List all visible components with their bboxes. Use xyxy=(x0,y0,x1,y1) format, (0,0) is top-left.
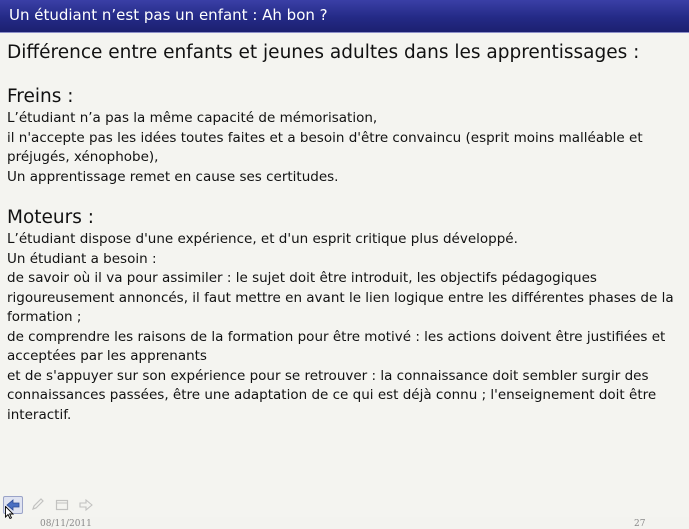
section-spacer xyxy=(7,187,683,206)
slide-window-title: Un étudiant n’est pas un enfant : Ah bon ? xyxy=(9,6,328,24)
pen-tool-button[interactable] xyxy=(29,497,47,513)
moteurs-line-4: de comprendre les raisons de la formation pour être motivé : les actions doivent être justifiées et acceptées par les apprenants xyxy=(7,328,666,364)
slide-area xyxy=(0,33,689,529)
slideshow-nav-toolbar xyxy=(3,496,95,514)
freins-line-1: L’étudiant n’a pas la même capacité de mémorisation, xyxy=(7,110,378,126)
next-slide-button[interactable] xyxy=(77,497,95,513)
freins-line-3: Un apprentissage remet en cause ses certitudes. xyxy=(7,168,339,185)
moteurs-line-1: L’étudiant dispose d'une expérience, et d'un esprit critique plus développé. xyxy=(7,231,518,247)
slide-date: 08/11/2011 xyxy=(40,519,92,529)
slide-page-number: 27 xyxy=(634,519,646,529)
slide-menu-button[interactable] xyxy=(53,497,71,513)
moteurs-line-2: Un étudiant a besoin : xyxy=(7,250,157,267)
freins-title: Freins : xyxy=(7,86,74,107)
mouse-cursor-icon xyxy=(5,504,15,523)
moteurs-title: Moteurs : xyxy=(7,207,94,228)
freins-line-2: il n'accepte pas les idées toutes faites et a besoin d'être convaincu (esprit moins malléable et préjugés, xénophobe), xyxy=(7,129,643,165)
moteurs-line-5: et de s'appuyer sur son expérience pour se retrouver : la connaissance doit sembler surgir des connaissances passées, être une adaptation de ce qui est déjà connu ; l'enseignement doit être interactif. xyxy=(7,367,657,423)
slide-title-bar xyxy=(0,0,689,33)
slide-content xyxy=(7,41,683,425)
moteurs-line-3: de savoir où il va pour assimiler : le sujet doit être introduit, les objectifs pédagogiques rigoureusement annoncés, il faut mettre en avant le lien logique entre les différentes phases de la formation ; xyxy=(7,270,674,325)
pen-icon xyxy=(31,496,45,515)
slide-heading: Différence entre enfants et jeunes adultes dans les apprentissages : xyxy=(7,42,640,63)
slide-menu-icon xyxy=(55,496,69,515)
next-arrow-icon xyxy=(79,496,93,515)
